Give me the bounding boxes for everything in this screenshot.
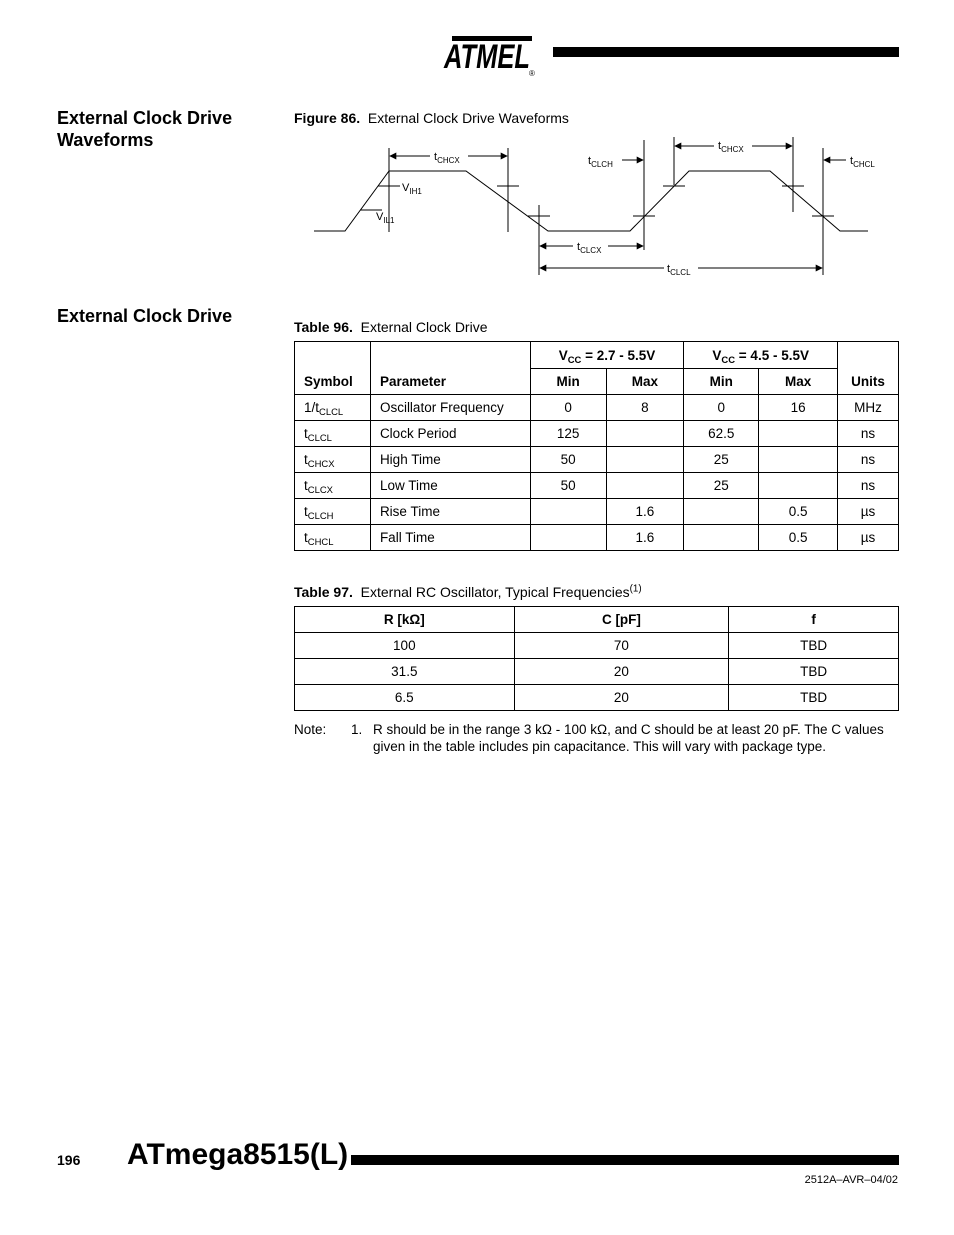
logo-text: ATMEL: [443, 38, 530, 76]
table-row: [295, 421, 899, 447]
cell-symbol: $t_{CHCL}$: [295, 525, 371, 551]
header-min: Min: [530, 369, 606, 395]
table-row: [295, 499, 899, 525]
cell-r: 6.5: [295, 685, 515, 711]
cell-min: 50: [530, 447, 606, 473]
cell-min: 125: [530, 421, 606, 447]
table-row: [295, 659, 899, 685]
cell-min: [530, 525, 606, 551]
cell-min: [530, 499, 606, 525]
cell-f: TBD: [729, 685, 899, 711]
header-f: f: [729, 607, 899, 633]
heading-line: External Clock Drive: [57, 108, 233, 128]
cell-max: 1.6: [606, 499, 684, 525]
table-row: [295, 633, 899, 659]
cell-min: 62.5: [684, 421, 759, 447]
section-heading-clock-drive: External Clock Drive: [57, 306, 233, 326]
cell-units: ns: [838, 473, 899, 499]
cell-units: MHz: [838, 395, 899, 421]
header-max: Max: [759, 369, 838, 395]
cell-min: [684, 499, 759, 525]
cell-c: 20: [514, 685, 729, 711]
header-vcc-range-2: $V_{CC} = 4.5 - 5.5V$: [684, 342, 838, 369]
cell-max: [759, 447, 838, 473]
table96-header-row: [295, 342, 899, 369]
label-tclcx: $t_{CLCX}$: [577, 241, 602, 255]
table-row: [295, 685, 899, 711]
cell-parameter: High Time: [370, 447, 530, 473]
cell-min: 50: [530, 473, 606, 499]
label-tclcl: $t_{CLCL}$: [667, 263, 691, 277]
cell-max: 16: [759, 395, 838, 421]
cell-min: [684, 525, 759, 551]
heading-line: Waveforms: [57, 130, 154, 150]
document-code: 2512A–AVR–04/02: [804, 1174, 898, 1186]
cell-units: ns: [838, 421, 899, 447]
cell-max: [606, 473, 684, 499]
registered-mark: ®: [529, 69, 535, 78]
cell-parameter: Fall Time: [370, 525, 530, 551]
cell-min: 25: [684, 473, 759, 499]
table97-title: External RC Oscillator, Typical Frequencies: [360, 584, 630, 600]
note-label: Note:: [294, 722, 327, 737]
cell-c: 70: [514, 633, 729, 659]
table96-label: Table 96.: [294, 319, 353, 335]
cell-min: 0: [684, 395, 759, 421]
table97-header-row: [295, 607, 899, 633]
cell-units: ns: [838, 447, 899, 473]
table97-label: Table 97.: [294, 584, 353, 600]
table-row: [295, 473, 899, 499]
table-row: [295, 447, 899, 473]
figure-label: Figure 86.: [294, 110, 361, 126]
header-units: Units: [838, 342, 899, 395]
label-tchcx-right: $t_{CHCX}$: [718, 140, 744, 154]
figure-caption: [294, 110, 569, 126]
cell-max: [759, 473, 838, 499]
header-symbol: Symbol: [295, 342, 371, 395]
footnote-ref: (1): [629, 583, 642, 595]
cell-max: [606, 421, 684, 447]
cell-min: 25: [684, 447, 759, 473]
label-tchcl: $t_{CHCL}$: [850, 155, 875, 169]
waveform-trace: [314, 171, 868, 231]
label-tclch: $t_{CLCH}$: [588, 155, 613, 169]
header-rule: [553, 47, 899, 57]
header-c: C [pF]: [514, 607, 729, 633]
cell-max: 1.6: [606, 525, 684, 551]
section-heading-waveforms: [57, 107, 232, 151]
cell-max: 8: [606, 395, 684, 421]
clock-waveform-diagram: [300, 130, 880, 280]
header-r: R [kΩ]: [295, 607, 515, 633]
cell-parameter: Low Time: [370, 473, 530, 499]
page-number: 196: [57, 1152, 81, 1168]
cell-symbol: $1/t_{CLCL}$: [295, 395, 371, 421]
cell-r: 31.5: [295, 659, 515, 685]
label-tchcx-left: $t_{CHCX}$: [434, 151, 460, 165]
cell-max: [759, 421, 838, 447]
cell-c: 20: [514, 659, 729, 685]
footer-rule: [351, 1155, 899, 1165]
cell-f: TBD: [729, 633, 899, 659]
cell-max: [606, 447, 684, 473]
note-text: R should be in the range 3 kΩ - 100 kΩ, and C should be at least 20 pF. The C values given in the table includes pin capacitance. This will vary with package type.: [373, 722, 884, 754]
table96-caption: [294, 319, 488, 335]
cell-max: 0.5: [759, 525, 838, 551]
label-vil1: $V_{IL1}$: [376, 211, 395, 225]
header-vcc-range-1: $V_{CC} = 2.7 - 5.5V$: [530, 342, 684, 369]
header-min: Min: [684, 369, 759, 395]
header-parameter: Parameter: [370, 342, 530, 395]
table-row: [295, 525, 899, 551]
table97-rc-oscillator: [294, 606, 899, 711]
cell-f: TBD: [729, 659, 899, 685]
cell-units: µs: [838, 499, 899, 525]
atmel-logo: [438, 30, 540, 78]
cell-parameter: Rise Time: [370, 499, 530, 525]
table-row: [295, 395, 899, 421]
cell-units: µs: [838, 525, 899, 551]
cell-max: 0.5: [759, 499, 838, 525]
cell-parameter: Clock Period: [370, 421, 530, 447]
header-max: Max: [606, 369, 684, 395]
cell-symbol: $t_{CHCX}$: [295, 447, 371, 473]
table96-clock-drive: [294, 341, 899, 551]
cell-r: 100: [295, 633, 515, 659]
cell-symbol: $t_{CLCX}$: [295, 473, 371, 499]
cell-symbol: $t_{CLCH}$: [295, 499, 371, 525]
cell-parameter: Oscillator Frequency: [370, 395, 530, 421]
cell-min: 0: [530, 395, 606, 421]
cell-symbol: $t_{CLCL}$: [295, 421, 371, 447]
table97-caption: [294, 584, 642, 600]
table96-title: External Clock Drive: [360, 319, 488, 335]
figure-title: External Clock Drive Waveforms: [367, 110, 569, 126]
label-vih1: $V_{IH1}$: [402, 182, 422, 196]
note-number: 1.: [351, 722, 363, 737]
document-title: ATmega8515(L): [127, 1138, 349, 1171]
